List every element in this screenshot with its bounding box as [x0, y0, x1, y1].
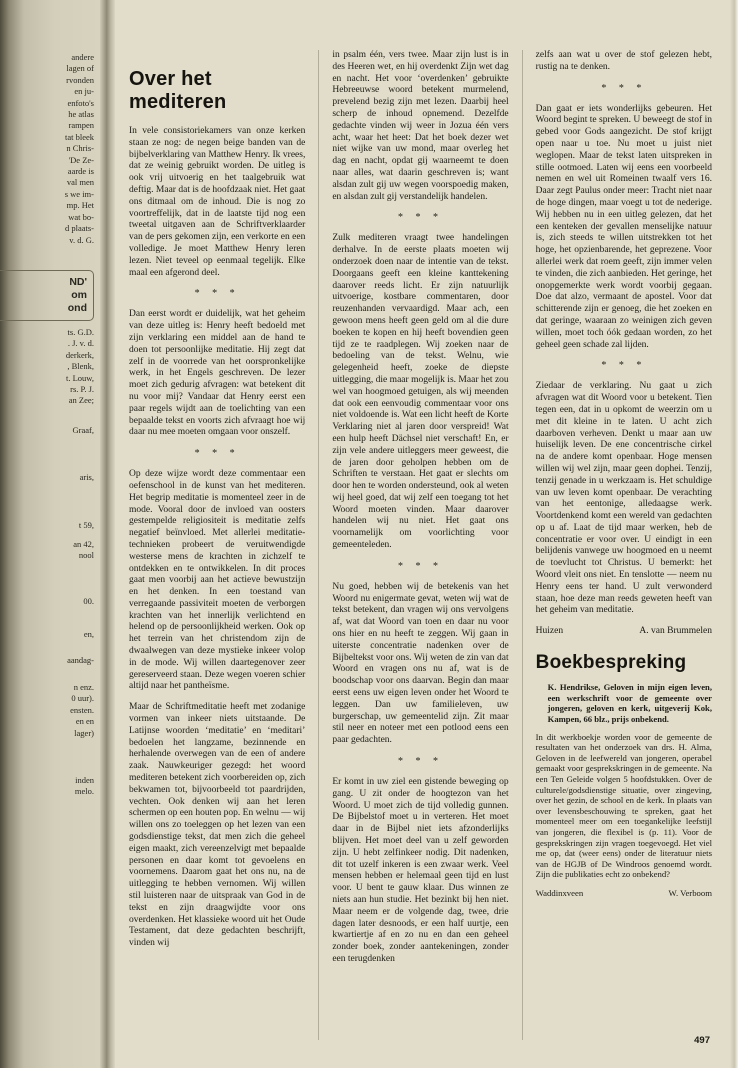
paragraph: Er komt in uw ziel een gistende beweging op gang. U zit onder de hoogtezon van het Woord. U moet zich de tijd volledig gunnen. De Bijbelstof moet u in verteren. Het moet daar in de Bijbel niet iets afzonderlijks blijven. Het moet deel van u zelf geworden zijn. U hebt zelfinkeer nodig. Dit nadenken, dit tot uzelf inkeren is een zwaar werk. Veel mensen hebben er helemaal geen tijd en lust voor. U bent te gauw klaar. Dus winnen ze niets aan hun studie. Het bezinkt bij hen niet. Maar neem er de volgende dag, twee, drie dagen later desnoods, er een half uurtje, een kwartiertje af en zo nu en dan een geheel zonder boek, zonder aantekeningen, zonder een terugdenken [332, 777, 509, 964]
cutoff-text-fragment: aris, [79, 472, 94, 483]
article-title: Over het mediteren [129, 68, 227, 113]
paragraph: Dan eerst wordt er duidelijk, wat het geheim van deze uitleg is: Henry heeft bedoeld met zijn verklaring een middel aan de hand te doen tot persoonlijke meditatie. Hij zegt dat zelf in de voorrede van het oorspronkelijke werk, in het Engels geschreven. De lezer moet zich gedurig afvragen: wat betekent dit nu voor mij? Vandaar dat Henry eerst een paar regels wijdt aan de toelichting van een bepaalde tekst en voorts zich afvraagt hoe wij daar nu mee moeten omgaan voor onszelf. [129, 309, 306, 438]
signature-place: Huizen [535, 626, 564, 637]
paragraph: Dan gaat er iets wonderlijks gebeuren. Het Woord begint te spreken. U beweegt de stof in gebed voor Gods aangezicht. De stof krijgt open naar u toe. Nu moet u juist niet weglopen. Maar de tekst laten uitspreken in stille ootmoed. Laten wij eens een voorbeeld nemen en wel uit Romeinen twaalf vers 16. Daar zegt Paulus onder meer: Tracht niet naar de hoge dingen, maar voegt u tot de nederige. Wij hebben nu in een uitleg gelezen, dat het een kenteken der gevallen menselijke natuur is, zich steeds te willen uitstrekken tot het hoge, het opzienbarende, het geprezene. Voor allerlei werk dat roem geeft, zijn immer velen te vinden, die zich aanbieden. Het geringe, het onopgemerkte werk wordt voorbij gegaan. Doe dat alzo, vermaant de apostel. Voor dat schitterende zijn er genoeg, die het zoeken en dat geringe, waaraan zo weinigen zich geven willen, moet toch óók gedaan worden, zo het geheel geen schade zal lijden. [535, 103, 712, 350]
cutoff-text-fragment: enfoto's [67, 97, 94, 108]
cutoff-text-fragment: lager) [74, 727, 94, 738]
cutoff-text-fragment: rs. P. J. [70, 383, 94, 394]
cutoff-text-fragment: melo. [74, 786, 94, 797]
cutoff-text-fragment: wat bo- [68, 211, 94, 222]
cutoff-text-fragment: om [71, 288, 87, 301]
cutoff-text-fragment: t 59, [78, 519, 94, 530]
cutoff-text-group [28, 655, 94, 666]
cutoff-text-group [28, 539, 94, 562]
cutoff-text-fragment: ts. G.D. [67, 326, 94, 337]
cutoff-text-fragment: tat bleek [64, 131, 94, 142]
signature-place: Waddinxveen [535, 887, 584, 898]
cutoff-text-fragment: 'De Ze- [68, 154, 94, 165]
cutoff-text-group [28, 425, 94, 436]
cutoff-text-fragment: ensten. [70, 704, 94, 715]
stars-separator: * * * [194, 448, 240, 460]
signature-line [536, 626, 712, 636]
book-review-body: In dit werkboekje worden voor de gemeente de resultaten van het onderzoek van drs. H. Alma, Geloven in de leefwereld van jongeren, operabel gemaakt voor gesprekskringen in de gemeente. Na een Ten Geleide volgen 5 hoofdstukken. Over de culturele/godsdienstige situatie, over zingeving, over het gezin, de school en de kerk. In plaats van over levensbeschouwing te spreken, gaat het momenteel meer om een toegankelijke leefstijl van jongeren, die flexibel is (p. 11). Voor de gesprekskringen zijn vragen toegevoegd. Het viel me op, dat (weer eens) onder de literatuur niets van de HGJB of De Windroos genoemd wordt. Zijn die publikaties echt zo onbekend? [535, 731, 712, 880]
cutoff-text-fragment: . J. v. d. [67, 338, 94, 349]
text-column-2 [318, 50, 521, 1040]
cutoff-text-group [28, 682, 94, 739]
cutoff-text-fragment: v. d. G. [69, 234, 94, 245]
paragraph: Op deze wijze wordt deze commentaar een oefenschool in de kunst van het mediteren. Het begrip meditatie is momenteel zeer in de mode. Vooral door de invloed van oosters gestempelde religiositeit is meditatie zelfs negatief beïnvloed. Met allerlei meditatie-technieken probeert de veruitwendigde westerse mens de krachten in zichzelf te ontdekken en te ontwikkelen. In dit proces gaat men voorbij aan het actieve bewustzijn en het denken. In een toestand van verregaande passiviteit moeten de verborgen krachten van het innerlijk verlichtend en helend op de persoonlijkheid werken. Ook op het terrein van het christendom zijn de dwaalwegen van deze mystieke inkeer volop in de mode. Wij willen daartegenover zeer gereserveerd staan. Deze wegen voeren schier altijd naar het pantheïsme. [129, 469, 306, 692]
cutoff-text-fragment: andere [71, 52, 94, 62]
cutoff-text-fragment: 0 uur). [71, 693, 94, 704]
text-column-1 [129, 50, 318, 1040]
text-column-3 [522, 50, 712, 1040]
paragraph: Maar de Schriftmeditatie heeft met zodanige vormen van inkeer niets uitstaande. De Latijnse woorden ‘meditatie’ en ‘meditari’ bedoelen het langzame, bezinnende en herhalende overwegen van de een of andere zaak. Nauwkeuriger gezegd: het woord mediteren betekent zich voorbereiden op, zich bekwamen tot, bijvoorbeeld tot paardrijden, vechten. Ook denken wij aan het leren schermen op een houten pop. En welnu — wij willen ons zo toeleggen op het lezen van een godsdienstige tekst, dat men zich die geheel eigen maakt, zich vereenzelvigt met bepaalde personen en daar komt tot gevoelens en voornemens. Daarom gaat het ons nu, na de uitlegging te hebben vernomen. Wij willen stil luisteren naar de uitspraak van God in de tekst en zijn draagwijdte voor ons overdenken. Het klassieke woord uit het Oude Testament, dat deze gedachten beschrijft, vinden wij [129, 702, 306, 949]
stars-separator: * * * [194, 288, 240, 300]
cutoff-text-group [28, 520, 94, 531]
cutoff-text-fragment: derkerk, [65, 349, 94, 360]
cutoff-text-fragment: en ju- [74, 86, 94, 97]
cutoff-text-fragment: n enz. [73, 682, 94, 692]
cutoff-text-fragment: 00. [83, 595, 94, 606]
page-gutter-shadow [100, 0, 115, 1068]
cutoff-text-group [28, 596, 94, 607]
paragraph: zelfs aan wat u over de stof gelezen hebt, rustig na te denken. [535, 50, 712, 72]
cutoff-text-fragment: en en [75, 716, 94, 727]
section-title: Boekbespreking [535, 652, 687, 674]
cutoff-text-fragment: Graaf, [72, 424, 94, 435]
cutoff-text-fragment: ND' [69, 275, 87, 288]
paragraph: Ziedaar de verklaring. Nu gaat u zich afvragen wat dit Woord voor u betekent. Tien tegen een, dat in u opkomt de weerzin om u met dit kleine in te laten. U acht zich daarboven verheven. Denkt u maar aan uw huiselijk leven. De ene concentrische cirkel na de andere komt openbaar. Hoge mensen willen wij wel zijn, maar geen dophei. Tenzij, tenzij genade in u werkzaam is. Het schuldige van uw leven komt openbaar. De verachting van het eentonige, alledaagse werk. Voortdenkend komt een wereld van gedachten op u af. Laat de tijd maar werken, heb de concentratie er voor over. U eindigt in een belijdenis vanwege uw hoogmoed en u neemt de toevlucht tot Christus. U bemerkt: het Woord vleit ons niet. En tenslotte — neem nu Henry eens ter hand. U zult verwonderd staan, hoe deze man reeds geweten heeft van het geheim van meditatie. [535, 381, 712, 616]
cutoff-advert-box [0, 270, 94, 321]
paragraph: In vele consistoriekamers van onze kerken staan ze nog: de negen beige banden van de bijbelverklaring van Matthew Henry. Ik vrees, dat ze weinig gebruikt worden. De uitleg is ook vrij uitvoerig en het taalgebruik wat deftig. Maar dat is de hoofdzaak niet. Het gaat ons ditmaal om de inhoud. Die is nog zo voortreffelijk, dat in de laatste tijd nog een tweetal uitgaven aan de Schriftverklaarder van de pers gekomen zijn, een verkorte en een volledige. Je moet Matthew Henry leren lezen. Niet teveel op eenmaal tegelijk. Elke maal een afgerond deel. [129, 126, 306, 278]
page-edge-highlight [730, 0, 738, 1068]
paragraph: in psalm één, vers twee. Maar zijn lust is in des Heeren wet, en hij overdenkt Zijn wet dag en nacht. Het voor ‘overdenken’ gebruikte Hebreeuwse woord betekent murmelend, prevelend bezig zijn met lezen. Daarbij heel scherp de inhoud opnemend. Dezelfde gedachte vinden wij weer in Jozua één vers acht, waar het heet: Dat het boek dezer wet niet wijke van uw mond, maar overleg het dag en nacht, opdat gij waarneemt te doen naar alles, wat daarin geschreven is; want alsdan zult gij uw wegen voorspoedig maken, en alsdan zult gij verstandelijk handelen. [332, 50, 509, 202]
cutoff-text-group [28, 52, 94, 246]
cutoff-text-fragment: aandag- [67, 654, 94, 665]
stars-separator: * * * [397, 560, 443, 572]
cutoff-text-fragment: en, [83, 629, 94, 640]
page-number: 497 [694, 1035, 710, 1046]
book-review-intro: K. Hendrikse, Geloven in mijn eigen leven, een werkschrift voor de gemeente over jongeren, geloven en kerk, uitgeverij Kok, Kampen, 66 blz., prijs onbekend. [547, 682, 712, 725]
magazine-page [115, 0, 738, 1068]
cutoff-text-fragment: d plaats- [64, 223, 94, 234]
cutoff-text-fragment: t. Louw, [65, 372, 94, 383]
cutoff-text-fragment: mp. Het [66, 200, 94, 211]
cutoff-text-group [28, 629, 94, 640]
cutoff-text-fragment: s we im- [64, 188, 94, 199]
cutoff-text-fragment: an 42, [73, 538, 94, 549]
cutoff-text-fragment: val men [66, 177, 94, 188]
signature-author: A. van Brummelen [639, 626, 712, 637]
signature-line [536, 888, 712, 898]
cutoff-text-fragment: ond [67, 301, 87, 314]
paragraph: Zulk mediteren vraagt twee handelingen derhalve. In de eerste plaats moeten wij onderzoek doen naar de intentie van de tekst. Doorgaans geeft een kleine kanttekening daarover reeds licht. Er zijn natuurlijk uitvoerige, kostbare commentaren, door reuzenhanden vervaardigd. Maar ach, een gewoon mens heeft geen geld om al die dure boeken te kopen en hij heeft bovendien geen tijd ze te raadplegen. Wij zoeken naar de bedoeling van de tekst. Welnu, wie gelegenheid heeft, zoeke de diepste uitlegging, die maar mogelijk is. Maar het zou wel van hoogmoed getuigen, als wij meenden dat ook een eenvoudig commentaar voor ons niet voldoende is. Wat een licht heeft de Korte Verklaring niet al jaren door verspreid! Wat een hulp heeft Dächsel niet verschaft! En, er zijn vele andere uitleggers meer geweest, die de jaren door geholpen hebben om de Schriften te verstaan. Het gaat er slechts om door hen te worden ondersteund, ook al weten wij heel goed, dat wij zelf een toegang tot het Woord moeten vinden. Maar daarover handelen wij nu niet. Het gaat ons voornamelijk om voorlichting voor gemeenteleden. [332, 233, 509, 551]
column-layout [129, 50, 712, 1040]
cutoff-text-group [28, 775, 94, 798]
cutoff-text-fragment: aarde is [67, 166, 94, 177]
cutoff-text-fragment: lagen of [66, 63, 94, 74]
stars-separator: * * * [601, 360, 647, 372]
cutoff-text-fragment: rampen [68, 120, 94, 131]
signature-author: W. Verboom [668, 887, 712, 898]
stars-separator: * * * [601, 82, 647, 94]
cutoff-text-fragment: he atlas [68, 109, 94, 120]
cutoff-text-fragment: n Chris- [66, 143, 94, 154]
previous-page-edge [0, 0, 100, 1068]
cutoff-text-fragment: an Zee; [68, 395, 94, 406]
stars-separator: * * * [397, 212, 443, 224]
cutoff-text-fragment: inden [75, 775, 94, 786]
cutoff-text-fragment: nool [78, 550, 94, 561]
cutoff-text-fragment: , Blenk, [67, 361, 94, 372]
cutoff-text-group [28, 472, 94, 483]
cutoff-text-fragment: rvonden [66, 74, 94, 85]
paragraph: Nu goed, hebben wij de betekenis van het Woord nu enigermate gevat, weten wij wat de tekst betekent, dan vragen wij ons vervolgens af, wat dat Woord van toen en daar nu voor ons hier en nu heeft te zeggen. Wij gaan in uiterste concentratie nadenken over de Bijbeltekst voor ons. Wij weten de zin van dat Woord en vragen ons nu af, wat is de boodschap voor ons daarvan. Begin dan maar eerst eens uw eigen leven onder het Woord te leggen. Dan uw familieleven, uw burgerschap, uw gemeentelid zijn. Zit maar stil neer en noteer met een potlood eens een paar gedachten. [332, 581, 509, 746]
cutoff-text-group [28, 327, 94, 407]
left-edge-fragments [28, 52, 94, 798]
stars-separator: * * * [397, 756, 443, 768]
